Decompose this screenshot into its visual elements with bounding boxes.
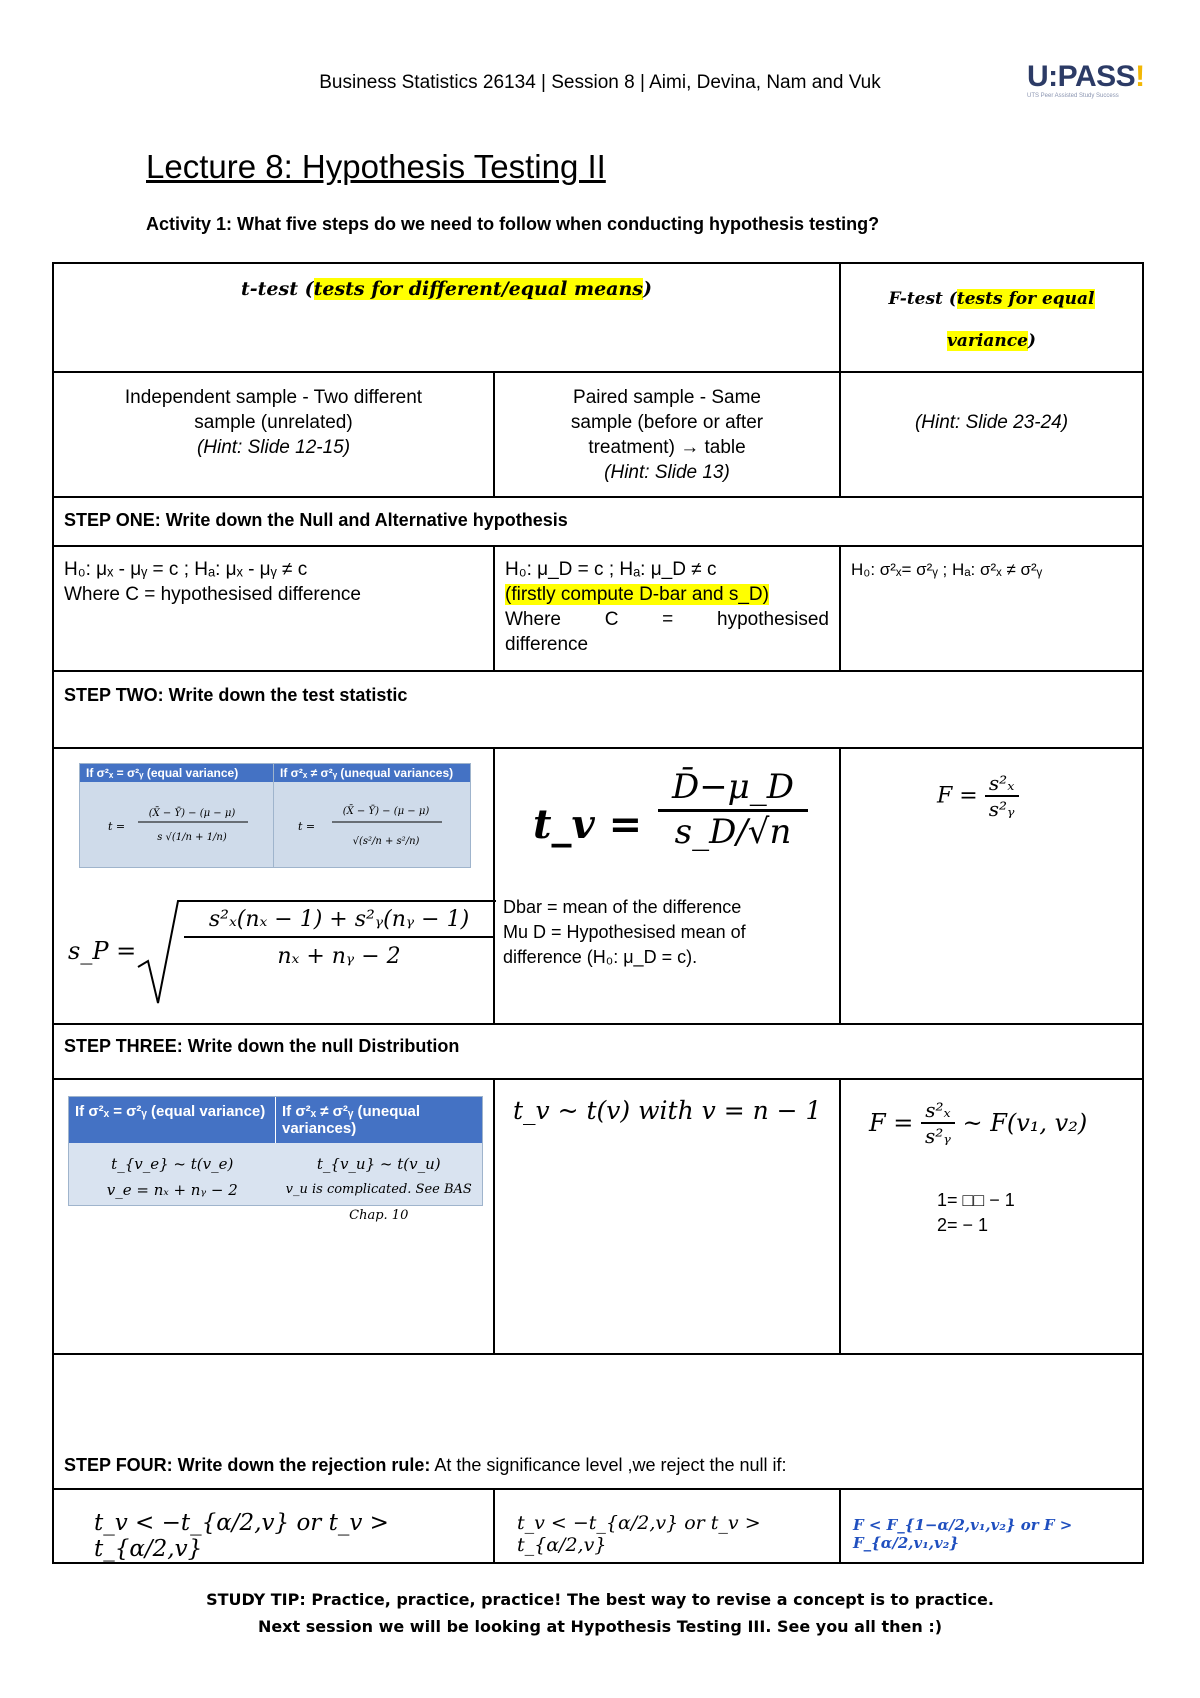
upass-logo: [1027, 62, 1145, 99]
page-header: Business Statistics 26134 | Session 8 | Aimi, Devina, Nam and Vuk: [319, 72, 881, 93]
equal-dist-line1: t_{v_e} ~ t(v_e): [111, 1155, 234, 1173]
step2-independent-cell: [52, 747, 495, 1025]
paired-null-distribution: t_v ~ t(v) with v = n − 1: [513, 1096, 822, 1125]
independent-sample-cell: [52, 371, 495, 498]
paired-notes: [503, 895, 746, 970]
study-tip-line1: STUDY TIP: Practice, practice, practice! The best way to revise a concept is to practice.: [206, 1590, 994, 1609]
ftest-hint-cell: [839, 371, 1144, 498]
step3-unequal-label: If σ²ₓ ≠ σ²ᵧ (unequal variances): [276, 1097, 482, 1143]
paired-line1: Paired sample - Same: [573, 387, 761, 408]
step4-ftest-cell: [839, 1488, 1144, 1564]
f-null-distribution: [869, 1098, 1087, 1148]
ttest-highlight: tests for different/equal means: [313, 278, 643, 300]
independent-line2: sample (unrelated): [194, 412, 353, 433]
paired-line3: treatment) → table: [588, 437, 746, 458]
pooled-denominator: nₓ + nᵧ − 2: [277, 944, 401, 969]
v2-definition: 2= − 1: [937, 1215, 989, 1235]
svg-text:t =: t =: [108, 820, 126, 833]
paired-t-numerator: D̄−μ_D: [658, 767, 808, 812]
step4-paired-cell: [493, 1488, 841, 1564]
f-lhs: F =: [937, 783, 978, 809]
step-two-title: STEP TWO: Write down the test statistic: [64, 685, 408, 705]
step1-paired-note1: Where C = hypothesised: [505, 609, 829, 630]
pooled-lhs: s_P =: [68, 937, 137, 965]
step2-ftest-cell: [839, 747, 1144, 1025]
logo-text: U:PASS: [1027, 60, 1136, 93]
paired-sample-cell: [493, 371, 841, 498]
svg-text:√(s²/n + s²/n): √(s²/n + s²/n): [352, 836, 420, 847]
pooled-numerator: s²ₓ(nₓ − 1) + s²ᵧ(nᵧ − 1): [184, 907, 494, 938]
unequal-dist-line2: v_u is complicated. See BAS Chap. 10: [285, 1182, 472, 1223]
study-tip-line2: Next session we will be looking at Hypothesis Testing III. See you all then :): [257, 1617, 943, 1636]
paired-line2: sample (before or after: [570, 412, 764, 433]
unequal-variance-formula: [274, 782, 470, 862]
svg-text:t =: t =: [298, 820, 316, 833]
page-title: Lecture 8: Hypothesis Testing II: [146, 148, 606, 185]
svg-text:(X̄ − Ȳ) − (μ − μ): (X̄ − Ȳ) − (μ − μ): [148, 808, 236, 819]
step3-ftest-cell: [839, 1078, 1144, 1355]
pooled-sd-formula: [68, 897, 488, 1007]
step-one-title: STEP ONE: Write down the Null and Alternative hypothesis: [64, 510, 568, 530]
paired-note-3: difference (H₀: μ_D = c).: [503, 947, 698, 967]
equal-dist-line2: v_e = nₓ + nᵧ − 2: [106, 1181, 238, 1199]
step1-ftest-hyp: H₀: σ²ₓ= σ²ᵧ ; Hₐ: σ²ₓ ≠ σ²ᵧ: [851, 560, 1043, 579]
independent-hint: (Hint: Slide 12-15): [196, 437, 351, 458]
step-four-title: [64, 1455, 787, 1476]
step2-paired-cell: [493, 747, 841, 1025]
independent-rejection-rule: t_v < −t_{α/2,v} or t_v > t_{α/2,v}: [94, 1510, 389, 1562]
paired-t-denominator: s_D/√n: [674, 812, 792, 852]
step3-paired-cell: [493, 1078, 841, 1355]
step1-independent-cell: [52, 545, 495, 672]
unequal-variance-formula-box: [273, 763, 471, 868]
paired-note-2: Mu D = Hypothesised mean of: [503, 922, 746, 942]
f-null-denominator: s²ᵧ: [921, 1122, 955, 1148]
step3-independent-cell: [52, 1078, 495, 1355]
ftest-highlight: tests for equal variance: [947, 289, 1095, 351]
step1-independent-note: Where C = hypothesised difference: [64, 584, 361, 605]
paired-t-formula: [533, 761, 823, 881]
f-rejection-rule: F < F_{1−α/2,v₁,v₂} or F > F_{α/2,v₁,v₂}: [853, 1516, 1073, 1552]
step-four-rest: At the significance level ,we reject the null if:: [430, 1455, 787, 1475]
f-numerator: s²ₓ: [988, 771, 1015, 795]
ttest-suffix: ): [643, 278, 652, 300]
paired-note-1: Dbar = mean of the difference: [503, 897, 742, 917]
step1-paired-hyp: H₀: μ_D = c ; Hₐ: μ_D ≠ c: [505, 559, 717, 580]
step4-independent-cell: [52, 1488, 495, 1564]
step1-independent-hyp: H₀: μₓ - μᵧ = c ; Hₐ: μₓ - μᵧ ≠ c: [64, 559, 308, 580]
ftest-prefix: F-test (: [888, 289, 957, 309]
unequal-variance-label: If σ²ₓ ≠ σ²ᵧ (unequal variances): [274, 764, 470, 782]
ftest-suffix: ): [1027, 331, 1036, 351]
paired-t-lhs: t_v =: [533, 801, 643, 848]
activity-question: Activity 1: What five steps do we need to follow when conducting hypothesis testing?: [146, 214, 880, 234]
equal-variance-formula-box: [79, 763, 275, 868]
step1-paired-highlight: (firstly compute D-bar and s_D): [505, 584, 769, 605]
null-distribution-box: [68, 1096, 483, 1223]
independent-line1: Independent sample - Two different: [124, 387, 423, 408]
unequal-dist-line1: t_{v_u} ~ t(v_u): [316, 1155, 441, 1173]
step-three-title: STEP THREE: Write down the null Distribution: [64, 1036, 460, 1056]
ttest-prefix: t-test (: [240, 278, 314, 300]
step3-equal-label: If σ²ₓ = σ²ᵧ (equal variance): [69, 1097, 276, 1143]
f-null-lhs: F =: [869, 1109, 914, 1137]
degrees-of-freedom: [937, 1188, 1015, 1238]
step1-ftest-cell: [839, 545, 1144, 672]
svg-text:(X̄ − Ȳ) − (μ − μ): (X̄ − Ȳ) − (μ − μ): [342, 806, 430, 817]
ftest-header-cell: [839, 262, 1144, 373]
equal-variance-label: If σ²ₓ = σ²ᵧ (equal variance): [80, 764, 274, 782]
step1-paired-cell: [493, 545, 841, 672]
step-four-label: STEP FOUR: Write down the rejection rule:: [64, 1455, 431, 1475]
f-null-rhs: ~ F(v₁, v₂): [962, 1109, 1088, 1137]
f-null-numerator: s²ₓ: [925, 1098, 951, 1122]
equal-variance-formula: [80, 782, 274, 862]
ttest-header-cell: [52, 262, 841, 373]
ftest-hint: (Hint: Slide 23-24): [914, 412, 1069, 433]
f-denominator: s²ᵧ: [985, 795, 1019, 821]
f-statistic-formula: [937, 771, 1019, 821]
logo-bang: !: [1135, 60, 1145, 93]
paired-hint: (Hint: Slide 13): [604, 462, 730, 483]
step1-paired-note2: difference: [505, 634, 589, 655]
logo-subtitle: UTS Peer Assisted Study Success: [1027, 93, 1119, 99]
v1-definition: 1= □□ − 1: [937, 1190, 1015, 1210]
paired-rejection-rule: t_v < −t_{α/2,v} or t_v > t_{α/2,v}: [517, 1512, 761, 1556]
svg-text:s √(1/n + 1/n): s √(1/n + 1/n): [157, 832, 227, 843]
